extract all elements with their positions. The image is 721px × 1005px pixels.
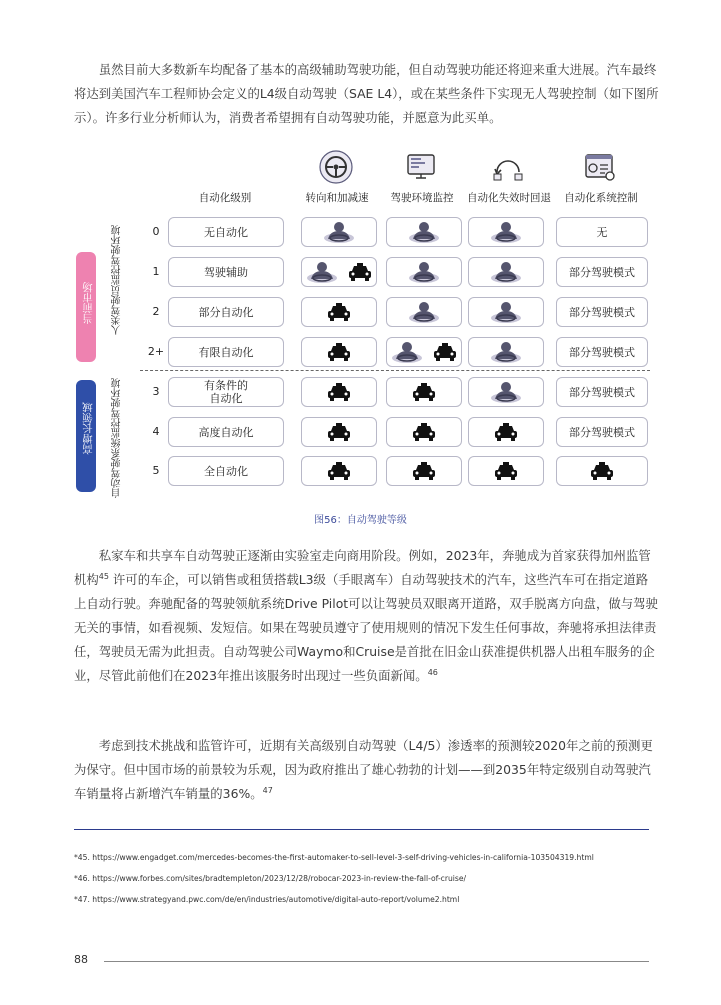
system-control-cell: 部分驾驶模式 — [556, 377, 648, 407]
level-number: 1 — [152, 265, 160, 278]
fallback-cell — [468, 217, 544, 247]
level-name: 无自动化 — [168, 217, 284, 247]
steering-wheel-icon — [319, 150, 353, 184]
monitoring-cell — [386, 337, 462, 367]
taxi-car-icon — [347, 262, 373, 282]
fallback-cell — [468, 456, 544, 486]
level-name: 全自动化 — [168, 456, 284, 486]
body-paragraph-2: 私家车和共享车自动驾驶正逐渐由实验室走向商用阶段。例如，2023年，奔驰成为首家获得加州监管机构$^{45}$ 许可的车企，可以销售或租赁搭载L3级（手眼离车）自动驾驶技术的汽车，这些汽车可在指定道路上自动行驶。奔驰配备的驾驶领航系统Drive Pilot可以让驾驶员双眼离开道路，双手脱离方向盘，做与驾驶无关的事情，如看视频、发短信。如果在驾驶员遵守了使用规则的情况下发生任何事故，奔驰将承担法律责任，驾驶员无需为此担责。自动驾驶公司Waymo和Cruise是首批在旧金山获准提供机器人出租车服务的企业，尽管此前他们在2023年推出该服务时出现过一些负面新闻。$^{46}$ — [74, 548, 658, 683]
steering-cell — [301, 456, 377, 486]
taxi-car-icon — [326, 461, 352, 481]
header-steering: 转向和加减速 — [305, 192, 369, 204]
system-control-cell: 部分驾驶模式 — [556, 417, 648, 447]
level-name: 高度自动化 — [168, 417, 284, 447]
driver-person-icon — [305, 261, 339, 283]
driver-person-icon — [407, 221, 441, 243]
header-control: 自动化系统控制 — [564, 192, 638, 204]
body-paragraph-3: 考虑到技术挑战和监管许可，近期有关高级别自动驾驶（L4/5）渗透率的预测较2020年之前的预测更为保守。但中国市场的前景较为乐观，因为政府推出了雄心勃勃的计划——到2035年特定级别自动驾驶汽车销量将占新增汽车销量的36%。$^{47}$ — [74, 738, 653, 801]
growth-area-label: 高增长领域 — [82, 402, 94, 455]
system-control-cell: 部分驾驶模式 — [556, 337, 648, 367]
taxi-car-icon — [411, 422, 437, 442]
fallback-arrow-icon — [491, 150, 525, 184]
level-name: 有限自动化 — [168, 337, 284, 367]
monitoring-cell — [386, 377, 462, 407]
taxi-car-icon — [326, 382, 352, 402]
level-number: 2 — [152, 305, 160, 318]
fallback-cell — [468, 417, 544, 447]
level-name: 有条件的 自动化 — [168, 377, 284, 407]
driver-person-icon — [489, 221, 523, 243]
driver-person-icon — [489, 261, 523, 283]
system-control-cell: 部分驾驶模式 — [556, 257, 648, 287]
monitoring-cell — [386, 217, 462, 247]
footnote-46[interactable]: *46. https://www.forbes.com/sites/bradtempleton/2023/12/28/robocar-2023-in-review-the-fall-of-cruise/ — [74, 874, 467, 883]
steering-cell — [301, 337, 377, 367]
driver-person-icon — [489, 301, 523, 323]
steering-cell — [301, 297, 377, 327]
footnote-45[interactable]: *45. https://www.engadget.com/mercedes-becomes-the-first-automaker-to-sell-level-3-self-driving-vehicles-in-california-103504319.html — [74, 853, 594, 862]
fallback-cell — [468, 377, 544, 407]
footer-line — [104, 961, 649, 962]
footnote-47[interactable]: *47. https://www.strategyand.pwc.com/de/en/industries/automotive/digital-auto-report/volume2.html — [74, 895, 460, 904]
level-name: 部分自动化 — [168, 297, 284, 327]
driver-person-icon — [489, 381, 523, 403]
taxi-car-icon — [326, 422, 352, 442]
taxi-car-icon — [432, 342, 458, 362]
human-monitor-label: 人类驾驶员监控驾驶环境 — [112, 225, 123, 335]
system-control-cell: 无 — [556, 217, 648, 247]
fallback-cell — [468, 337, 544, 367]
taxi-car-icon — [493, 461, 519, 481]
system-monitor-label: 自动驾驶系统监控驾驶环境 — [112, 378, 123, 498]
header-monitoring: 驾驶环境监控 — [390, 192, 454, 204]
system-control-cell: 部分驾驶模式 — [556, 297, 648, 327]
monitor-screen-icon — [404, 150, 438, 184]
driver-person-icon — [322, 221, 356, 243]
steering-cell — [301, 377, 377, 407]
taxi-car-icon — [326, 342, 352, 362]
system-control-cell — [556, 456, 648, 486]
level-number: 3 — [152, 385, 160, 398]
steering-cell — [301, 217, 377, 247]
page-number: 88 — [74, 953, 88, 966]
header-level: 自动化级别 — [198, 192, 252, 204]
fallback-cell — [468, 257, 544, 287]
monitoring-cell — [386, 417, 462, 447]
driver-person-icon — [407, 301, 441, 323]
dashed-divider — [140, 370, 650, 371]
footnote-ref-47[interactable]: 47 — [262, 785, 273, 795]
taxi-car-icon — [411, 461, 437, 481]
taxi-car-icon — [493, 422, 519, 442]
level-number: 2+ — [147, 345, 165, 358]
driver-person-icon — [489, 341, 523, 363]
taxi-car-icon — [326, 302, 352, 322]
taxi-car-icon — [411, 382, 437, 402]
monitoring-cell — [386, 456, 462, 486]
monitoring-cell — [386, 297, 462, 327]
body-paragraph-1: 虽然目前大多数新车均配备了基本的高级辅助驾驶功能，但自动驾驶功能还将迎来重大进展。汽车最终将达到美国汽车工程师协会定义的L4级自动驾驶（SAE L4），或在某些条件下实现无人驾驶控制（如下图所示）。许多行业分析师认为，消费者希望拥有自动驾驶功能，并愿意为此买单。 — [74, 62, 659, 125]
level-number: 4 — [152, 425, 160, 438]
driver-person-icon — [407, 261, 441, 283]
fallback-cell — [468, 297, 544, 327]
steering-cell — [301, 257, 377, 287]
header-fallback: 自动化失效时回退 — [467, 192, 551, 204]
steering-cell — [301, 417, 377, 447]
level-number: 0 — [152, 225, 160, 238]
footnote-ref-45[interactable]: 45 — [98, 571, 109, 581]
footnote-rule — [74, 829, 649, 830]
driver-person-icon — [390, 341, 424, 363]
level-name: 驾驶辅助 — [168, 257, 284, 287]
level-number: 5 — [152, 464, 160, 477]
footnote-ref-46[interactable]: 46 — [427, 667, 438, 677]
current-market-label: 当前市场 — [82, 282, 94, 324]
system-control-icon — [583, 150, 617, 184]
taxi-car-icon — [589, 461, 615, 481]
figure-caption: 图56：自动驾驶等级 — [314, 515, 407, 526]
monitoring-cell — [386, 257, 462, 287]
